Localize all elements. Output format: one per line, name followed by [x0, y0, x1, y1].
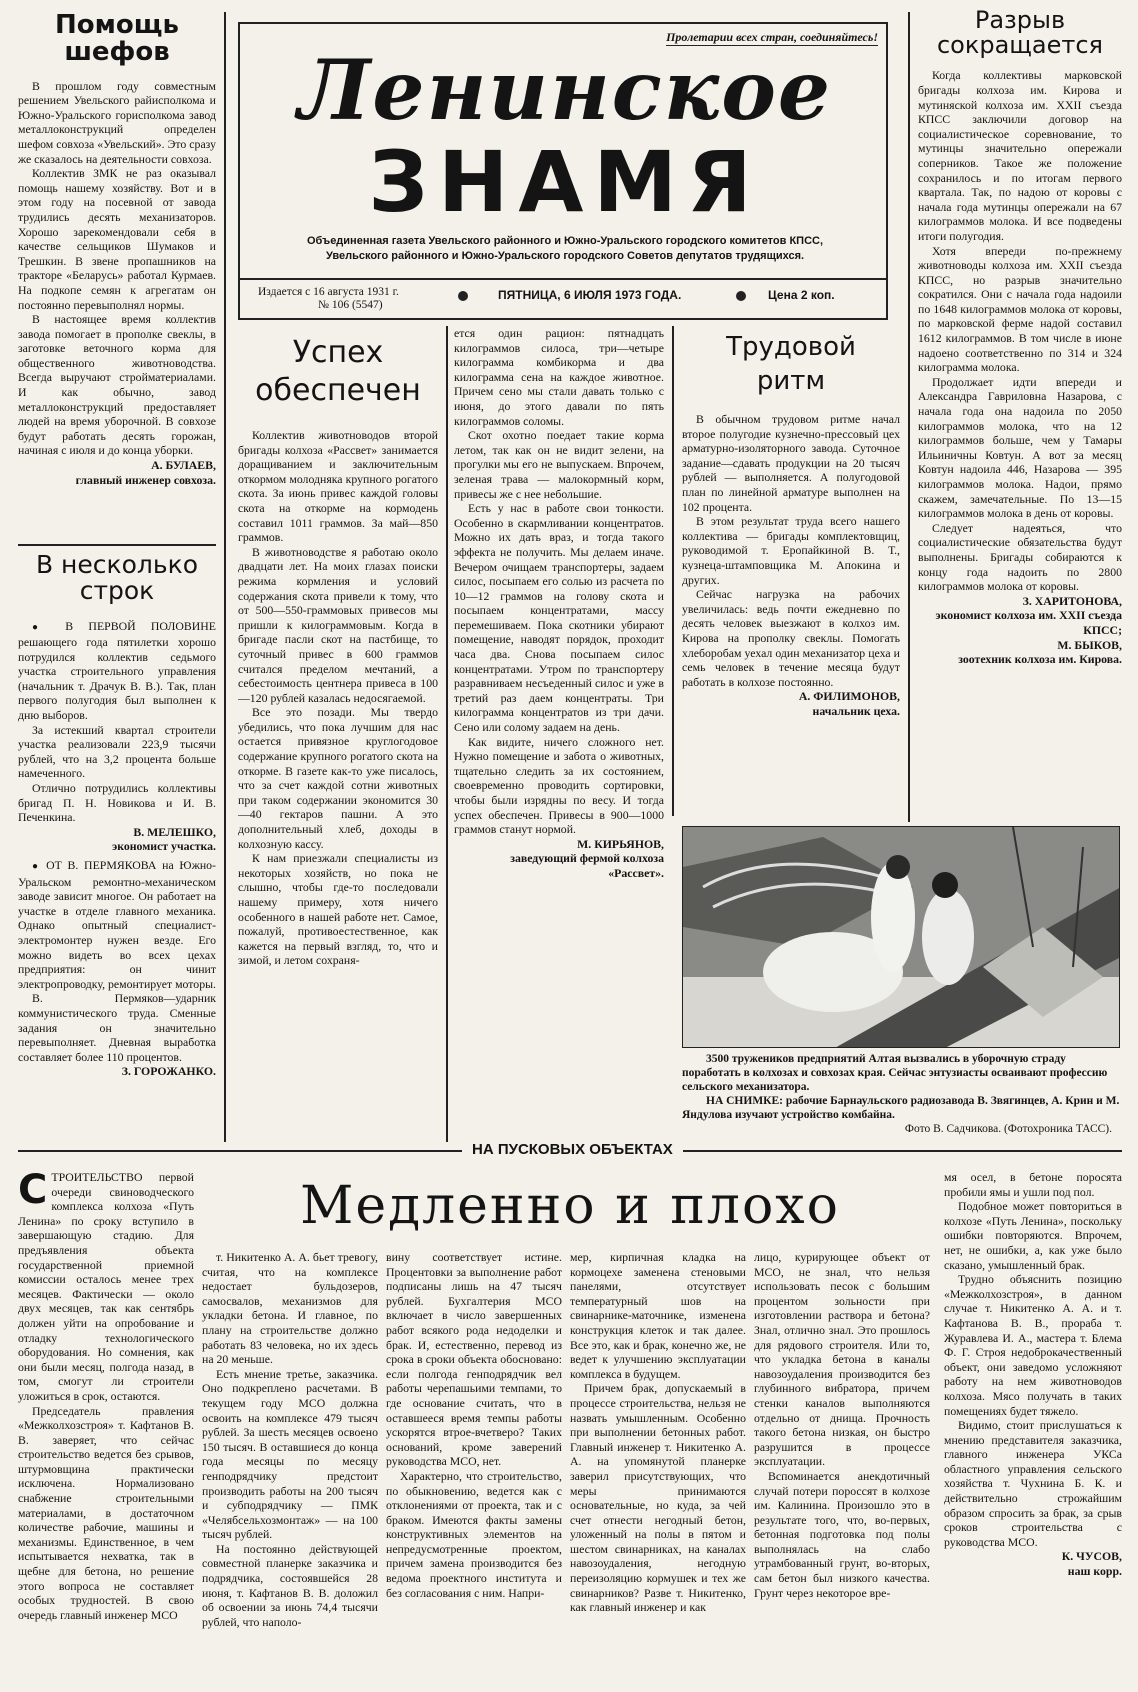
- success-cont-para-2: Скот охотно поедает такие корма летом, так как он не видит зелени, на прогулки мы его не выпускаем. Впрочем, зеленая трава — малокормный корм, привесы же с нее небольшие.: [454, 428, 664, 501]
- bottom-col-6: [944, 1170, 1122, 1682]
- bottom-signature-title: наш корр.: [1067, 1564, 1122, 1579]
- center-rule-2: [672, 326, 674, 816]
- photo-caption-2: НА СНИМКЕ: рабочие Барнаульского радиозавода В. Звягинцев, А. Крин и М. Яндулова изучают устройство комбайна.: [682, 1095, 1120, 1121]
- gap-headline: Разрыв сокращается: [936, 8, 1103, 60]
- help-para-3: В настоящее время коллектив завода помогает в прополке свеклы, в заготовке веточного корма для общественного животноводства. Всегда выручают стройматериалами. И как обычно, завод металлоконструкций предоставляет людей на время уборочной. В совхозе будут работать десять горожан, начиная с июля и до конца уборки.: [18, 312, 216, 458]
- bottom-col6-para-4: Видимо, стоит прислушаться к мнению представителя заказчика, главного инженера УКСа областного управления сельского хозяйства т. Чухнина Б. К. и действительно строжайшим образом спросить за брак, за срыв сроков строительства с руководства МСО.: [944, 1418, 1122, 1549]
- success-article-col1: [238, 330, 438, 1144]
- help-signature-title: главный инженер совхоза.: [75, 472, 216, 487]
- right-vertical-rule: [908, 12, 910, 822]
- bottom-col6-para-3: Трудно объяснить позицию «Межколхозстроя», в данном случае т. Никитенко А. А. и т. Кафтанова В. В., прораба т. Журавлева И. А., мастера т. Блема Ф. Г. Строя недоброкачественный объект, они заведомо усложняют работу на нем животноводов колхоза. Мясо получать в таких помещениях будет тяжело.: [944, 1272, 1122, 1418]
- masthead-since: [258, 286, 399, 312]
- success-headline: Успех обеспечен: [255, 335, 421, 408]
- bottom-col1-para-2: Председатель правления «Межколхозстроя» т. Кафтанов В. В. заверяет, что сейчас строительство ведется без срывов, штурмовщина практически исключена. Нормализовано снабжение строительными материалами, в достаточном количестве рабочие, машины и механизмы. Единственное, в чем испытывается нехватка, так в щебне для бетона, но решение этого вопроса не составляет особых трудностей. В свою очередь главный инженер МСО: [18, 1403, 194, 1622]
- photo-caption-1: 3500 тружеников предприятий Алтая вызвались в уборочную страду поработать в колхозах и совхозах края. Сейчас энтузиасты осваивают профессию сельского механизатора.: [682, 1053, 1108, 1093]
- success-para-2: В животноводстве я работаю около двадцати лет. На моих глазах поиски режима кормления и условий содержания скота привели к тому, что от 500—550-граммовых привесов мы пришли к килограммовым. Когда в бригаде пасли скот на пастбище, то суточный привес в 600 граммов считался пределом мечтаний, а себестоимость центнера привеса в 100—120 рублей казалась недосягаемой.: [238, 544, 438, 705]
- center-rule-1: [446, 326, 448, 1142]
- bottom-col-1: [18, 1170, 194, 1680]
- gap-para-1: Когда коллективы марковской бригады колхоза им. Кирова и мутиняской колхоза им. XXII съезда КПСС заключили договор на социалистическое соревнование, то мутинцы значительно опережали соперников. Такое же положение сохранилось и по итогам первого квартала. Так, по надою от коровы с начала года мутинцы опережали на 67 килограммов молока. И все подведены итоги полугодия.: [918, 68, 1122, 243]
- bottom-col-4: [570, 1250, 746, 1680]
- success-signature-title: заведующий фермой колхоза «Рассвет».: [510, 851, 664, 880]
- help-signature: А. БУЛАЕВ,: [151, 458, 216, 473]
- brief-para-2: За истекший квартал строители участка реализовали 223,9 тысячи рублей, что на 3,2 процента больше намеченного.: [18, 722, 216, 781]
- gap-para-4: Следует надеяться, что социалистические обязательства будут выполнены. Бригады собираются к концу года надоить по 2800 килограммов молока от коровы.: [918, 520, 1122, 594]
- masthead-since-text: Издается с 16 августа 1931 г.: [258, 286, 399, 298]
- masthead-subtitle-line1: Объединенная газета Увельского районного и Южно-Уральского городского комитетов КПСС,: [306, 235, 824, 247]
- rhythm-article: [682, 330, 900, 816]
- rhythm-para-1: В обычном трудовом ритме начал второе полугодие кузнечно-прессовый цех арматурно-изоляторного завода. Суточное задание—сдавать продукции на 20 тысяч рублей — выполняется. А полугодовой план по линейной арматуре выполнен на 102 процента.: [682, 412, 900, 514]
- rhythm-para-3: Сейчас нагрузка на рабочих увеличилась: ведь почти ежедневно по десять человек выезжают в колхоз им. Кирова на прополку свеклы. Помогать хлеборобам уехал один механизатор цеха и семь человек в течение месяца будут работать в колхозе постоянно.: [682, 587, 900, 689]
- bottom-col2-para-3: На постоянно действующей совместной планерке заказчика и подрядчика, состоявшейся 28 июня, т. Кафтанов В. В. доложил об освоении за июнь 74,4 тысячи рублей, что наполо-: [202, 1541, 378, 1629]
- bottom-col-3: [386, 1250, 562, 1680]
- bottom-col4-para-1: мер, кирпичная кладка на кормоцехе заменена стеновыми панелями, отсутствует температурный шов на свинарнике-маточнике, изменена конструкция клеток и так далее. Все это, как и брак, конечно же, не ведет к улучшению эксплуатации комплекса в будущем.: [570, 1250, 746, 1381]
- masthead-issue: № 106 (5547): [318, 299, 383, 311]
- brief-signature-2: З. ГОРОЖАНКО.: [121, 1064, 216, 1079]
- left-article-brief: [18, 552, 216, 1132]
- photo-caption: [682, 1052, 1122, 1136]
- masthead-title-line1: Ленинское: [297, 43, 833, 139]
- bottom-col-2: [202, 1250, 378, 1680]
- rhythm-signature: А. ФИЛИМОНОВ,: [798, 689, 900, 704]
- bottom-col5-para-1: лицо, курирующее объект от МСО, не знал, что нельзя использовать песок с большим процентом зольности при изготовлении раствора и бетона? Знал, отлично знал. Это прошлось для рядового строителя. Или то, что укладка бетона в каналы навозоудаления производится без глубинного вибратора, причем стенки каналов выполняются отдельно от днища. Прочность такого бетона низкая, он быстро разрушится в процессе эксплуатации.: [754, 1250, 930, 1469]
- brief-para-3: Отлично потрудились коллективы бригад П. Н. Новикова и И. В. Печенкина.: [18, 781, 216, 825]
- rubric: НА ПУСКОВЫХ ОБЪЕКТАХ: [462, 1140, 683, 1160]
- left-divider: [18, 544, 216, 546]
- success-para-4: К нам приезжали специалисты из некоторых хозяйств, но пока не слышно, чтобы где-то последовали нашему примеру, хотя ничего особенного в нашей работе нет. Самое, пожалуй, противоестественное, как кажется на первый взгляд, то, что и зимой, и летом сохраня-: [238, 851, 438, 968]
- brief-para-4: ● ОТ В. ПЕРМЯКОВА на Южно-Уральском ремонтно-механическом заводе зависит многое. Он работает на участке в отделе главного механика. Однако опытный специалист-электромонтер нужен везде. Его можно видеть во всех цехах предприятия: он чинит электропроводку, ремонтирует моторы.: [18, 858, 216, 991]
- left-article-help: [18, 12, 216, 540]
- bottom-col5-para-2: Вспоминается анекдотичный случай потери пороссят в колхозе им. Калинина. Произошло это в результате того, что, во-первых, бетонная подготовка под полы выполнялась на слабо утрамбованный грунт, во-вторых, сам бетон был низкого качества. Грунт через некоторое вре-: [754, 1468, 930, 1600]
- rhythm-para-2: В этом результат труда всего нашего коллектива — бригады комплектовщиц, руководимой т. Еропайкиной В. Т., кузнеца-штамповщика М. Апокина и других.: [682, 514, 900, 587]
- right-article-gap: [918, 8, 1122, 820]
- gap-signature-2-title: зоотехник колхоза им. Кирова.: [958, 652, 1122, 667]
- rhythm-headline: Трудовой ритм: [726, 332, 856, 396]
- gap-para-2: Хотя впереди по-прежнему животноводы колхоза им. XXII съезда КПСС, но разрыв значительно сократился. Они с начала года надоили по 1648 килограммов молока от коровы, по марковской ферме надой составил 1612 килограммов. В том числе в июне надоено соответственно по 314 и 324 килограмма молока.: [918, 243, 1122, 375]
- bottom-col2-para-2: Есть мнение третье, заказчика. Оно подкреплено расчетами. В текущем году МСО должна освоить на комплексе 479 тысяч рублей. За шесть месяцев освоено 150 тысяч. В оставшиеся до конца года месяцы по месяцу генподрядчику предстоит производить работы на 200 тысяч и субподрядчику — ПМК «Челябсельхозмонтаж» — на 100 тысяч рублей.: [202, 1366, 378, 1542]
- masthead-date: ПЯТНИЦА, 6 ИЮЛЯ 1973 ГОДА.: [498, 288, 682, 302]
- gap-signature-1-title: экономист колхоза им. XXII съезда КПСС;: [935, 608, 1122, 637]
- success-cont-para-3: Есть у нас в работе свои тонкости. Особенно в скармливании концентратов. Можно их дать враз, и тогда такого эффекта не получить. Мы делаем иначе. Вечером очищаем транспортеры, задаем силос, посыпаем его солью из расчета по 10—12 граммов на голову скота и посыпаем концентратами, массу перемешиваем. Пока скотники убирают помещение, наводят порядок, проходит часа два. Снова посыпаем силос концентратами. Утром по транспортеру разравниваем несъеденный силос и уже в третий раз даем концентраты. Три килограмма концентратов из три дачи. Сено или солому задаем на день.: [454, 501, 664, 735]
- gap-para-3: Продолжает идти впереди и Александра Гавриловна Назарова, с начала года она надоила по 2050 килограммов молока, что на 12 килограммов больше, чем у Тамары Ильиничны Ковтун. А вот за месяц Ковтун надоила 446, Назарова — 395 килограммов молока. Надои, прямо скажем, замечательные. По 13—15 килограммов молока в день от коровы.: [918, 374, 1122, 521]
- masthead-subtitle-line2: Увельского районного и Южно-Уральского городского Советов депутатов трудящихся.: [325, 250, 805, 262]
- masthead-subtitle: [250, 234, 880, 264]
- help-headline: Помощь шефов: [55, 12, 179, 68]
- masthead-price: Цена 2 коп.: [768, 288, 835, 302]
- masthead-title-line2: ЗНАМЯ: [368, 133, 762, 231]
- help-para-1: В прошлом году совместным решением Увельского райисполкома и Южно-Уральского горисполкома завод металлоконструкций определен шефом совхоза «Увельский». Это сразу же сказалось на деятельности совхоза.: [18, 78, 216, 166]
- brief-para-5: В. Пермяков—ударник коммунистического труда. Сменные задания он значительно перевыполняет. Дневная выработка составляет более 110 процентов.: [18, 991, 216, 1064]
- bottom-col2-para-1: т. Никитенко А. А. бьет тревогу, считая, что на комплексе недостает бульдозеров, самосвалов, механизмов для укладки бетона. И главное, по плану на строительстве должно работать 83 человека, но их здесь на 20 меньше.: [202, 1250, 378, 1367]
- bottom-col3-para-1: вину соответствует истине. Процентовки за выполнение работ подписаны лишь на 47 тысяч рублей. Бухгалтерия МСО включает в число завершенных работ всякого рода недоделки и брак. И, естественно, перевод из срока в сроки объекта обосновано: если полгода генподрядчик вел работы черепашьими темпами, то где основание считать, что в оставшееся время темпы работы ускорятся втрое-вчетверо? Таких оснований, кроме заверений руководства МСО, нет.: [386, 1250, 562, 1469]
- bottom-col3-para-2: Характерно, что строительство, по обыкновению, ведется как с отклонениями от проекта, так и с браком. Имеются факты замены конструктивных элементов на непредусмотренные проектом, причем замена производится без ведома проектного института и без согласования с ним. Напри-: [386, 1468, 562, 1600]
- success-article-col2: [454, 326, 664, 1144]
- bottom-col-5: [754, 1250, 930, 1680]
- left-vertical-rule: [224, 12, 226, 1142]
- success-cont-para-4: Как видите, ничего сложного нет. Нужно помещение и забота о животных, тщательно следить за их состоянием, своевременно проводить сортировки, чтобы были изрядны по весу. И тогда успех обеспечен. Привесы в 900—1000 граммов станут нормой.: [454, 734, 664, 837]
- brief-headline: В несколько строк: [35, 552, 199, 606]
- success-cont-para-1: ется один рацион: пятнадцать килограммов силоса, три—четыре килограмма комбикорма и два килограмма сена на каждое животное. Причем сено мы стали давать только с июня, до этого давали по пять килограммов соломы.: [454, 326, 664, 428]
- masthead-dot-left: [458, 291, 468, 301]
- success-signature: М. КИРЬЯНОВ,: [577, 836, 664, 851]
- success-para-3: Все это позади. Мы твердо убедились, что пока лучшим для нас остается привязное круглогодовое содержание крупного рогатого скота на откорме. В газете как-то уже писалось, что за счет каждой сотни животных при таком содержании экономится 30—40 гектаров пашни. А это дополнительный хлеб, доходы в колхозную кассу.: [238, 705, 438, 851]
- bottom-col6-para-1: мя осел, в бетоне поросята пробили ямы и ушли под пол.: [944, 1170, 1122, 1199]
- masthead-rule: [240, 278, 886, 280]
- brief-signature-1: В. МЕЛЕШКО,: [133, 824, 216, 839]
- masthead: [238, 22, 888, 320]
- rhythm-signature-title: начальник цеха.: [812, 703, 900, 718]
- masthead-dot-right: [736, 291, 746, 301]
- bottom-signature: К. ЧУСОВ,: [1061, 1549, 1122, 1564]
- brief-signature-1-title: экономист участка.: [112, 839, 216, 854]
- bottom-col1-para-1: ТРОИТЕЛЬСТВО первой очереди свиноводческого комплекса колхоза «Путь Ленина» по сроку вступило в завершающую стадию. Для предъявления объекта государственной приемной комиссии осталось менее трех месяцев. Фактически — около двух месяцев, так как сентябрь должен уйти на опробование и отладку технологического оборудования. Но сомнения, как они были месяц, полгода назад, в том, смогут ли строители уложиться в срок, остаются.: [18, 1170, 194, 1403]
- masthead-slogan: Пролетарии всех стран, соединяйтесь!: [666, 30, 878, 44]
- bottom-col4-para-2: Причем брак, допускаемый в процессе строительства, нельзя не назвать умышленным. Особенно при выполнении бетонных работ. Главный инженер т. Никитенко А. А. на упомянутой планерке заверил присутствующих, что меры принимаются основательные, но куда, за чей счет отнести негодный бетон, уложенный на полы в пятом и шестом свинарниках, на каналах навозоудаления, негодную переизоляцию кормушек и тех же свинарников? Разве т. Никитенко, как главный инженер и как: [570, 1381, 746, 1615]
- gap-signature-2: М. БЫКОВ,: [1057, 637, 1122, 652]
- photo-credit: Фото В. Садчикова. (Фотохроника ТАСС).: [904, 1123, 1112, 1135]
- bottom-col6-para-2: Подобное может повториться в колхозе «Путь Ленина», поскольку ошибки повторяются. Впрочем, нет, не ошибки, а, как уже было сказано, умышленный брак.: [944, 1199, 1122, 1272]
- gap-signature-1: З. ХАРИТОНОВА,: [1022, 593, 1122, 608]
- combine-photo: [682, 826, 1120, 1048]
- combine-photo-image: [683, 827, 1120, 1048]
- brief-para-1: ● В ПЕРВОЙ ПОЛОВИНЕ решающего года пятилетки хорошо потрудился коллектив седьмого участка строительного управления (начальник т. Драчук В. В.). Так, план первого полугодия был выполнен к дню выборов.: [18, 619, 216, 723]
- dropcap: С: [18, 1170, 48, 1213]
- bottom-headline: Медленно и плохо: [300, 1176, 840, 1236]
- help-para-2: Коллектив ЗМК не раз оказывал помощь нашему хозяйству. Вот и в этом году на посевной от завода трудились десять механизаторов. Хорошо зарекомендовали себя в качестве сельщиков Шумаков и Трешкин. В звене пропашников на тракторе «Беларусь» работал Курмаев. На подкопе семян к агрегатам он постоянно перевыполнял нормы.: [18, 166, 216, 312]
- success-para-1: Коллектив животноводов второй бригады колхоза «Рассвет» занимается доращиванием и заключительным откормом молодняка крупного рогатого скота. За июнь привес каждой головы скота на откорме на кормодень составил 1011 граммов. За май—850 граммов.: [238, 428, 438, 545]
